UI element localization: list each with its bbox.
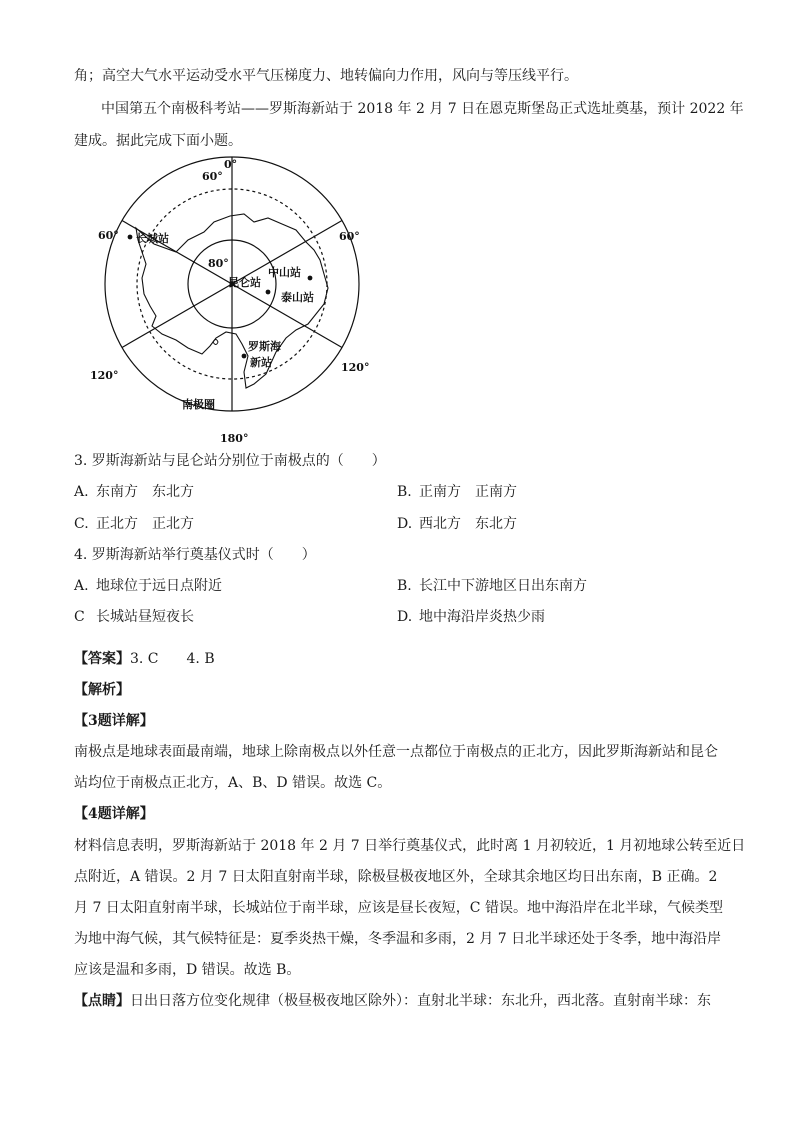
detail4-line-4: 为地中海气候，其气候特征是：夏季炎热干燥，冬季温和多雨，2 月 7 日北半球还处于冬季，地中海沿岸 xyxy=(74,931,722,947)
q4-option-c-key: C xyxy=(74,609,85,625)
q4-option-b-text: 长江中下游地区日出东南方 xyxy=(419,578,587,594)
q3-option-a[interactable] xyxy=(74,482,194,502)
q4-stem: 4. 罗斯海新站举行奠基仪式时（ ） xyxy=(74,547,316,563)
q4-option-d[interactable] xyxy=(397,607,545,627)
detail4-line-2: 点附近，A 错误。2 月 7 日太阳直射南半球，除极昼极夜地区外，全球其余地区均日出东南，B 正确。2 xyxy=(74,869,718,885)
detail4-label: 【4题详解】 xyxy=(74,806,154,822)
q3-option-c[interactable] xyxy=(74,514,194,534)
analysis-label: 【解析】 xyxy=(74,682,130,698)
q3-option-b-part2: 正南方 xyxy=(475,484,517,500)
zhongshan-label: 中山站 xyxy=(268,266,301,279)
q3-option-d-part1: 西北方 xyxy=(419,516,461,532)
tip-label: 【点睛】 xyxy=(74,993,130,1009)
luosihai-label-2: 新站 xyxy=(250,356,272,369)
deg-80-label: 80° xyxy=(208,257,229,270)
q3-stem: 3. 罗斯海新站与昆仑站分别位于南极点的（ ） xyxy=(74,453,386,469)
answer-line xyxy=(74,649,215,669)
zhongshan-dot xyxy=(308,276,313,281)
intro-line-1: 角；高空大气水平运动受水平气压梯度力、地转偏向力作用，风向与等压线平行。 xyxy=(74,68,578,84)
changcheng-label: 长城站 xyxy=(136,232,169,245)
q4-option-a-text: 地球位于远日点附近 xyxy=(96,578,222,594)
luosihai-label-1: 罗斯海 xyxy=(248,340,281,353)
deg-60-right-label: 60° xyxy=(339,230,360,243)
answer-text: 3. C 4. B xyxy=(130,651,215,667)
q4-option-a-key: A. xyxy=(74,578,89,594)
changcheng-dot xyxy=(128,235,133,240)
q3-option-a-part1: 东南方 xyxy=(96,484,138,500)
q3-option-c-part1: 正北方 xyxy=(96,516,138,532)
detail3-line-1: 南极点是地球表面最南端，地球上除南极点以外任意一点都位于南极点的正北方，因此罗斯海新站和昆仑 xyxy=(74,744,718,760)
detail4-line-5: 应该是温和多雨，D 错误。故选 B。 xyxy=(74,962,301,978)
map-island xyxy=(213,340,218,345)
q3-option-d-part2: 东北方 xyxy=(475,516,517,532)
tip-line xyxy=(74,991,711,1011)
q3-option-b[interactable] xyxy=(397,482,517,502)
deg-60-left-label: 60° xyxy=(98,229,119,242)
antarctica-map xyxy=(84,156,384,446)
deg-180-label: 180° xyxy=(220,432,249,445)
q4-option-d-text: 地中海沿岸炎热少雨 xyxy=(419,609,545,625)
q3-option-a-key: A. xyxy=(74,484,89,500)
q4-option-b-key: B. xyxy=(397,578,412,594)
detail4-line-3: 月 7 日太阳直射南半球，长城站位于南半球，应该是昼长夜短，C 错误。地中海沿岸在北半球，气候类型 xyxy=(74,900,723,916)
q4-option-b[interactable] xyxy=(397,576,587,596)
nanjiquan-label: 南极圈 xyxy=(182,398,215,411)
intro-line-3: 建成。据此完成下面小题。 xyxy=(74,133,242,149)
deg-0-label: 0° xyxy=(224,158,238,171)
q3-option-c-key: C. xyxy=(74,516,89,532)
q4-option-a[interactable] xyxy=(74,576,222,596)
deg-60-top-left-label: 60° xyxy=(202,170,223,183)
taishan-dot xyxy=(266,290,271,295)
detail3-line-2: 站均位于南极点正北方，A、B、D 错误。故选 C。 xyxy=(74,775,392,791)
q3-option-d-key: D. xyxy=(397,516,413,532)
q4-option-c[interactable] xyxy=(74,607,194,627)
luosihai-dot xyxy=(242,354,247,359)
q4-option-d-key: D. xyxy=(397,609,413,625)
answer-label: 【答案】 xyxy=(74,651,130,667)
deg-120-right-label: 120° xyxy=(341,361,370,374)
detail4-line-1: 材料信息表明，罗斯海新站于 2018 年 2 月 7 日举行奠基仪式，此时离 1 月初较近，1 月初地球公转至近日 xyxy=(74,838,746,854)
intro-line-2: 中国第五个南极科考站——罗斯海新站于 2018 年 2 月 7 日在恩克斯堡岛正式选址奠基，预计 2022 年 xyxy=(101,101,744,117)
deg-120-left-label: 120° xyxy=(90,369,119,382)
q3-option-a-part2: 东北方 xyxy=(152,484,194,500)
q3-option-c-part2: 正北方 xyxy=(152,516,194,532)
tip-text: 日出日落方位变化规律（极昼极夜地区除外）：直射北半球：东北升，西北落。直射南半球：东 xyxy=(130,993,711,1009)
taishan-label: 泰山站 xyxy=(281,291,314,304)
kunlun-label: 昆仑站 xyxy=(228,276,261,289)
q3-option-b-part1: 正南方 xyxy=(419,484,461,500)
detail3-label: 【3题详解】 xyxy=(74,713,154,729)
q3-option-b-key: B. xyxy=(397,484,412,500)
q3-option-d[interactable] xyxy=(397,514,517,534)
q4-option-c-text: 长城站昼短夜长 xyxy=(96,609,194,625)
